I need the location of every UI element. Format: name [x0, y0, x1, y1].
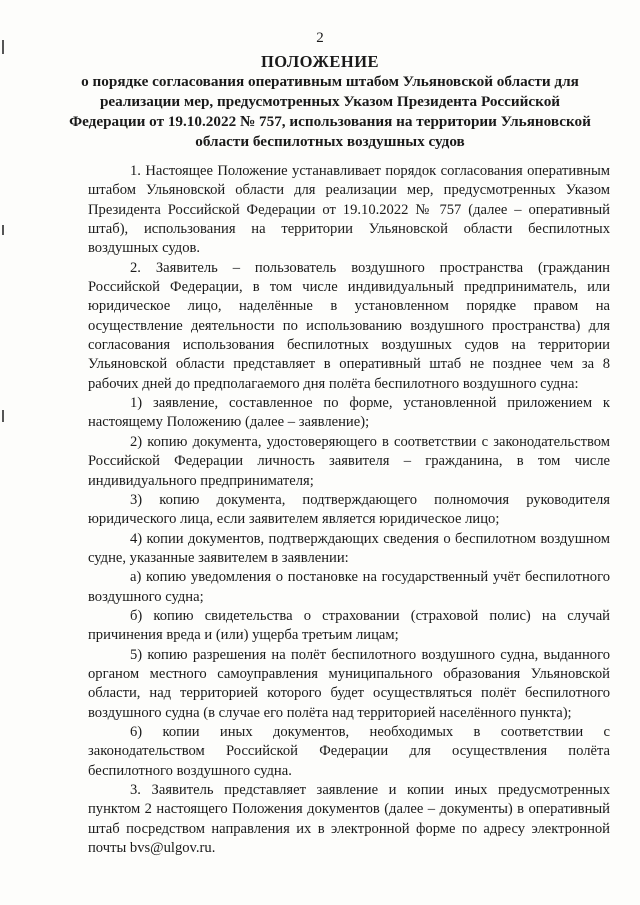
- scan-edge-mark: [2, 225, 4, 235]
- document-title: ПОЛОЖЕНИЕ: [260, 52, 380, 71]
- document-body: [88, 162, 610, 858]
- page-number: 2: [316, 30, 324, 46]
- paragraph: 2. Заявитель – пользователь воздушного пространства (гражданин Российской Федерации, в том числе индивидуальный предприниматель, или юридическое лицо, наделённые в установленном порядке правом на осуществление деятельности по использованию воздушного пространства) для согласования использования беспилотных воздушных судов на территории Ульяновской области представляет в оперативный штаб не позднее чем за 8 рабочих дней до предполагаемого дня полёта беспилотного воздушного судна:: [88, 259, 610, 392]
- paragraph: 2) копию документа, удостоверяющего в соответствии с законодательством Российской Федерации личность заявителя – гражданина, в том числе индивидуального предпринимателя;: [88, 433, 610, 489]
- paragraph: 6) копии иных документов, необходимых в соответствии с законодательством Российской Федерации для осуществления полёта беспилотного воздушного судна.: [88, 723, 610, 779]
- paragraph: 4) копии документов, подтверждающих сведения о беспилотном воздушном судне, указанные заявителем в заявлении:: [88, 530, 610, 566]
- paragraph: 1. Настоящее Положение устанавливает порядок согласования оперативным штабом Ульяновской области для реализации мер, предусмотренных Указом Президента Российской Федерации от 19.10.2022 № 757 (далее – оперативный штаб), использования на территории Ульяновской области беспилотных воздушных судов.: [88, 163, 610, 257]
- paragraph: 3) копию документа, подтверждающего полномочия руководителя юридического лица, если заявителем является юридическое лицо;: [88, 491, 610, 528]
- paragraph: б) копию свидетельства о страховании (страховой полис) на случай причинения вреда и (или) ущерба третьим лицам;: [88, 607, 610, 644]
- paragraph: 5) копию разрешения на полёт беспилотного воздушного судна, выданного органом местного самоуправления муниципального образования Ульяновской области, над территорией которого будет осуществляться полёт беспилотного воздушного судна (в случае его полёта над территорией населённого пункта);: [88, 646, 610, 721]
- scan-edge-mark: [2, 410, 4, 422]
- document-subtitle: о порядке согласования оперативным штабом Ульяновской области для реализации мер, предусмотренных Указом Президента Российской Федерации от 19.10.2022 № 757, использования на территории Ульяновской области беспилотных воздушных судов: [69, 73, 591, 150]
- paragraph: а) копию уведомления о постановке на государственный учёт беспилотного воздушного судна;: [88, 569, 610, 605]
- paragraph: 1) заявление, составленное по форме, установленной приложением к настоящему Положению (далее – заявление);: [88, 395, 610, 431]
- paragraph: 3. Заявитель представляет заявление и копии иных предусмотренных пунктом 2 настоящего Положения документов (далее – документы) в оперативный штаб посредством направления их в электронной форме по адресу электронной почты bvs@ulgov.ru.: [88, 782, 610, 857]
